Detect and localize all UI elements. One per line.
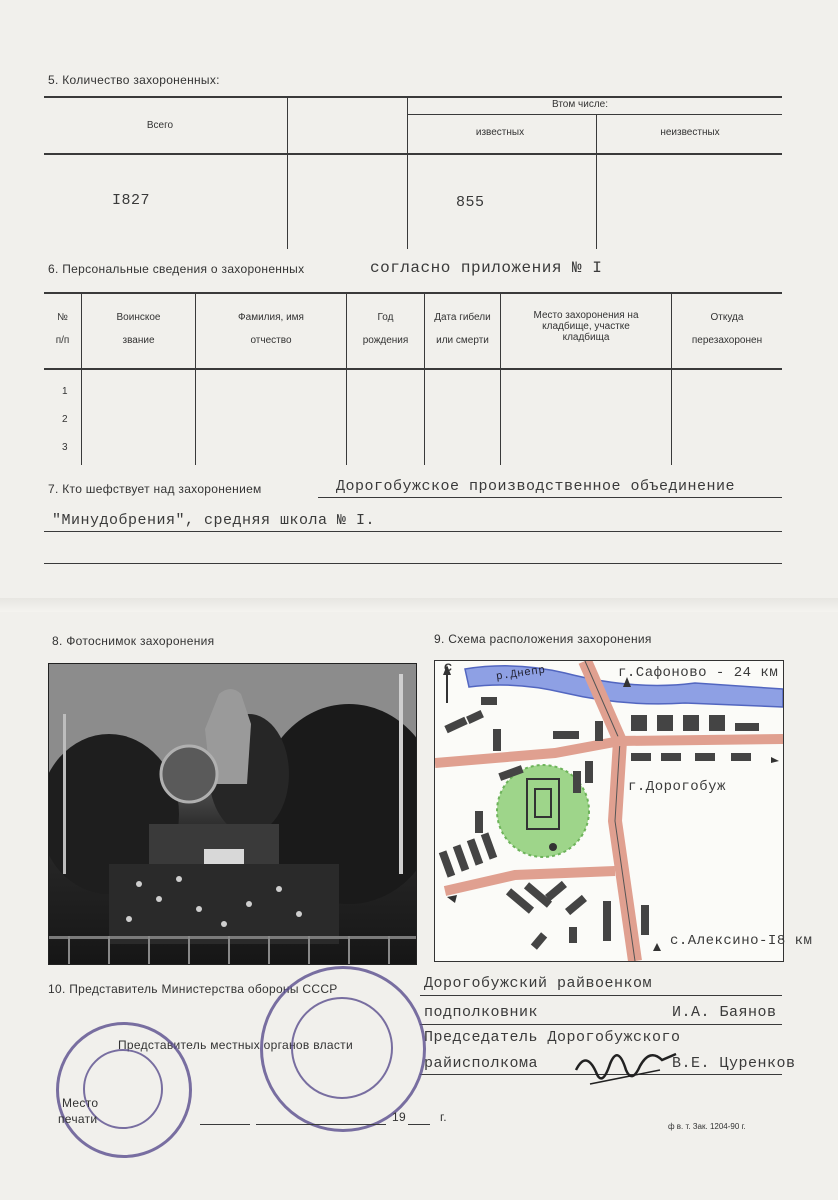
handwritten-signature — [570, 1040, 680, 1100]
hdr-birth-year: Год рождения — [362, 312, 409, 346]
memorial-photo-image — [49, 664, 416, 964]
map-aleksino-label: с.Алексино-I8 км — [670, 933, 813, 949]
patron-underline-2 — [44, 531, 782, 532]
known-buried-value: 855 — [456, 194, 485, 211]
section-7-label: 7. Кто шефствует над захоронением — [48, 482, 262, 496]
print-footer: ф в. т. Зак. 1204-90 г. — [668, 1122, 746, 1131]
s5-col-divider — [287, 97, 288, 249]
section-5-label: 5. Количество захороненных: — [48, 73, 220, 87]
stamp-place-label-2: печати — [58, 1112, 98, 1126]
sig-line-3: Председатель Дорогобужского — [424, 1029, 681, 1046]
round-stamp-center — [260, 966, 426, 1132]
sig-line-2-rank: подполковник — [424, 1004, 539, 1021]
hdr-burial-place: Место захоронения на кладбище, участке кладбища — [533, 310, 639, 343]
sig-underline-1 — [420, 995, 782, 996]
col-known-header: известных — [475, 127, 525, 138]
row-number-3: 3 — [62, 442, 68, 453]
hdr-reburied-from: Откуда перезахоронен — [691, 312, 763, 346]
patron-underline-1 — [318, 497, 782, 498]
sig-line-1: Дорогобужский райвоенком — [424, 975, 653, 992]
local-authority-label: Представитель местных органов власти — [118, 1038, 353, 1052]
s5-col-divider — [596, 115, 597, 249]
round-stamp-left — [56, 1022, 192, 1158]
s5-col-divider — [407, 97, 408, 249]
col-total-header: Всего — [146, 120, 174, 131]
date-year-suffix: г. — [440, 1110, 447, 1124]
patron-line-1: Дорогобужское производственное объединение — [336, 478, 736, 495]
col-unknown-header: неизвестных — [660, 127, 720, 138]
total-buried-value: I827 — [112, 192, 151, 209]
s5-sub-rule — [408, 114, 782, 115]
s5-top-rule — [44, 96, 782, 98]
hdr-rank: Воинское звание — [116, 312, 161, 346]
map-north-marker: С — [444, 662, 452, 674]
s5-header-rule — [44, 153, 782, 155]
paper-fold — [0, 598, 838, 612]
stamp-place-label-1: Место — [62, 1096, 99, 1110]
location-map-drawing — [435, 661, 783, 961]
patron-line-2: "Минудобрения", средняя школа № I. — [52, 512, 376, 529]
section-9-label: 9. Схема расположения захоронения — [434, 632, 652, 646]
hdr-death-date: Дата гибели или смерти — [434, 312, 491, 346]
date-month-line — [256, 1124, 386, 1125]
sig-line-4-title: райисполкома — [424, 1055, 539, 1072]
patron-underline-3 — [44, 563, 782, 564]
memorial-photo — [48, 663, 417, 965]
section-8-label: 8. Фотоснимок захоронения — [52, 634, 215, 648]
map-dorogobuzh-label: г.Дорогобуж — [628, 779, 726, 795]
date-day-line — [200, 1124, 250, 1125]
location-map — [434, 660, 784, 962]
date-year-line — [408, 1124, 430, 1125]
date-year-prefix: 19 — [392, 1110, 406, 1124]
hdr-num: № п/п — [55, 312, 70, 346]
sig-underline-2 — [420, 1024, 782, 1025]
section-6-typed: согласно приложения № I — [370, 259, 603, 277]
sig-line-2-name: И.А. Баянов — [672, 1004, 777, 1021]
sig-line-4-name: В.Е. Цуренков — [672, 1055, 796, 1072]
section-6-label: 6. Персональные сведения о захороненных — [48, 262, 305, 276]
hdr-fullname: Фамилия, имя отчество — [238, 312, 304, 346]
row-number-1: 1 — [62, 386, 68, 397]
row-number-2: 2 — [62, 414, 68, 425]
map-river-label: р.Днепр — [495, 664, 547, 684]
map-safonovo-label: г.Сафоново - 24 км — [618, 665, 779, 681]
col-including-header: Втом числе: — [552, 99, 608, 110]
section-10-label: 10. Представитель Министерства обороны СССР — [48, 982, 338, 996]
